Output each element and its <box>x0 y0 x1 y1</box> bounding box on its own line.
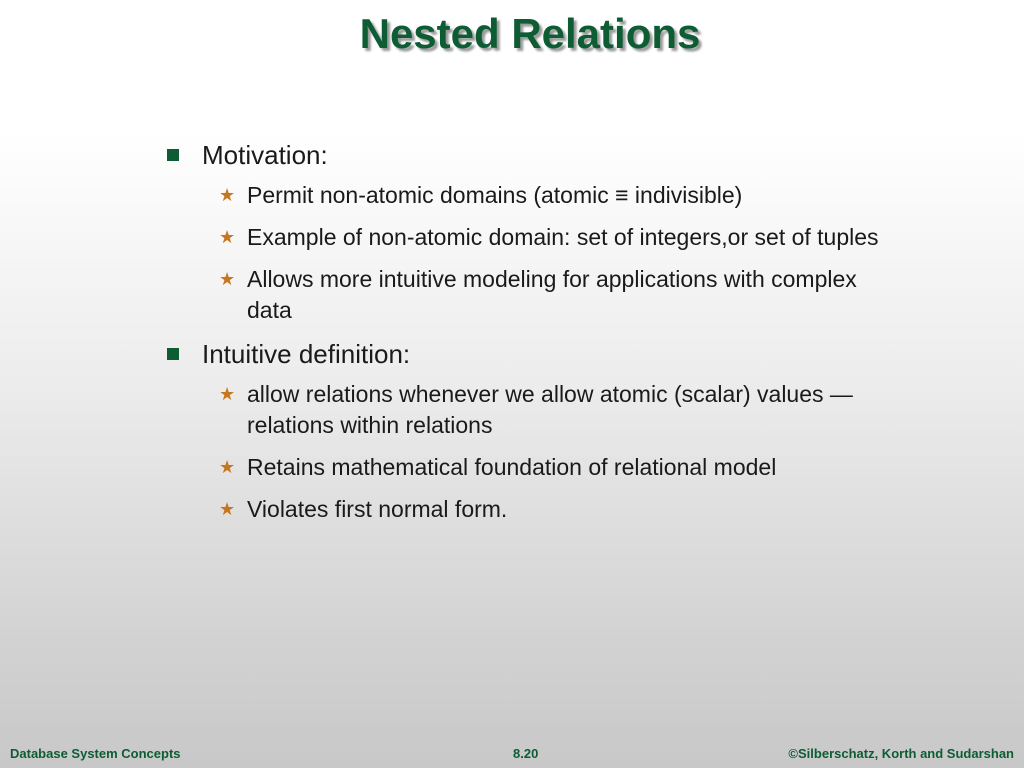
list-item <box>219 494 905 525</box>
footer-book-title: Database System Concepts <box>10 746 181 761</box>
footer-page-number: 8.20 <box>513 746 539 761</box>
square-bullet-icon <box>167 348 179 360</box>
slide-title: Nested Relations <box>359 10 701 57</box>
section-heading-text: Intuitive definition: <box>202 339 411 369</box>
list-item <box>219 452 905 483</box>
content-area <box>165 138 905 536</box>
star-bullet-icon: ★ <box>219 227 236 247</box>
list-item-text: Example of non-atomic domain: set of integers,or set of tuples <box>247 224 879 250</box>
list-item-text: Violates first normal form. <box>247 496 508 522</box>
star-bullet-icon: ★ <box>219 457 236 477</box>
star-bullet-icon: ★ <box>219 185 236 205</box>
section-heading <box>165 138 905 172</box>
star-bullet-icon: ★ <box>219 384 236 404</box>
list-item-text: Retains mathematical foundation of relational model <box>247 454 777 480</box>
list-item-text: allow relations whenever we allow atomic (scalar) values — relations within relations <box>247 381 853 438</box>
star-bullet-icon: ★ <box>219 269 236 289</box>
list-item <box>219 222 905 253</box>
list-item <box>219 180 905 211</box>
section-heading <box>165 337 905 371</box>
list-item-text: Permit non-atomic domains (atomic ≡ indivisible) <box>247 182 743 208</box>
section-heading-text: Motivation: <box>202 140 328 170</box>
square-bullet-icon <box>167 149 179 161</box>
list-item <box>219 264 905 326</box>
star-bullet-icon: ★ <box>219 499 236 519</box>
footer-copyright: ©Silberschatz, Korth and Sudarshan <box>788 746 1014 761</box>
list-item-text: Allows more intuitive modeling for applications with complex data <box>247 266 857 323</box>
list-item <box>219 379 905 441</box>
